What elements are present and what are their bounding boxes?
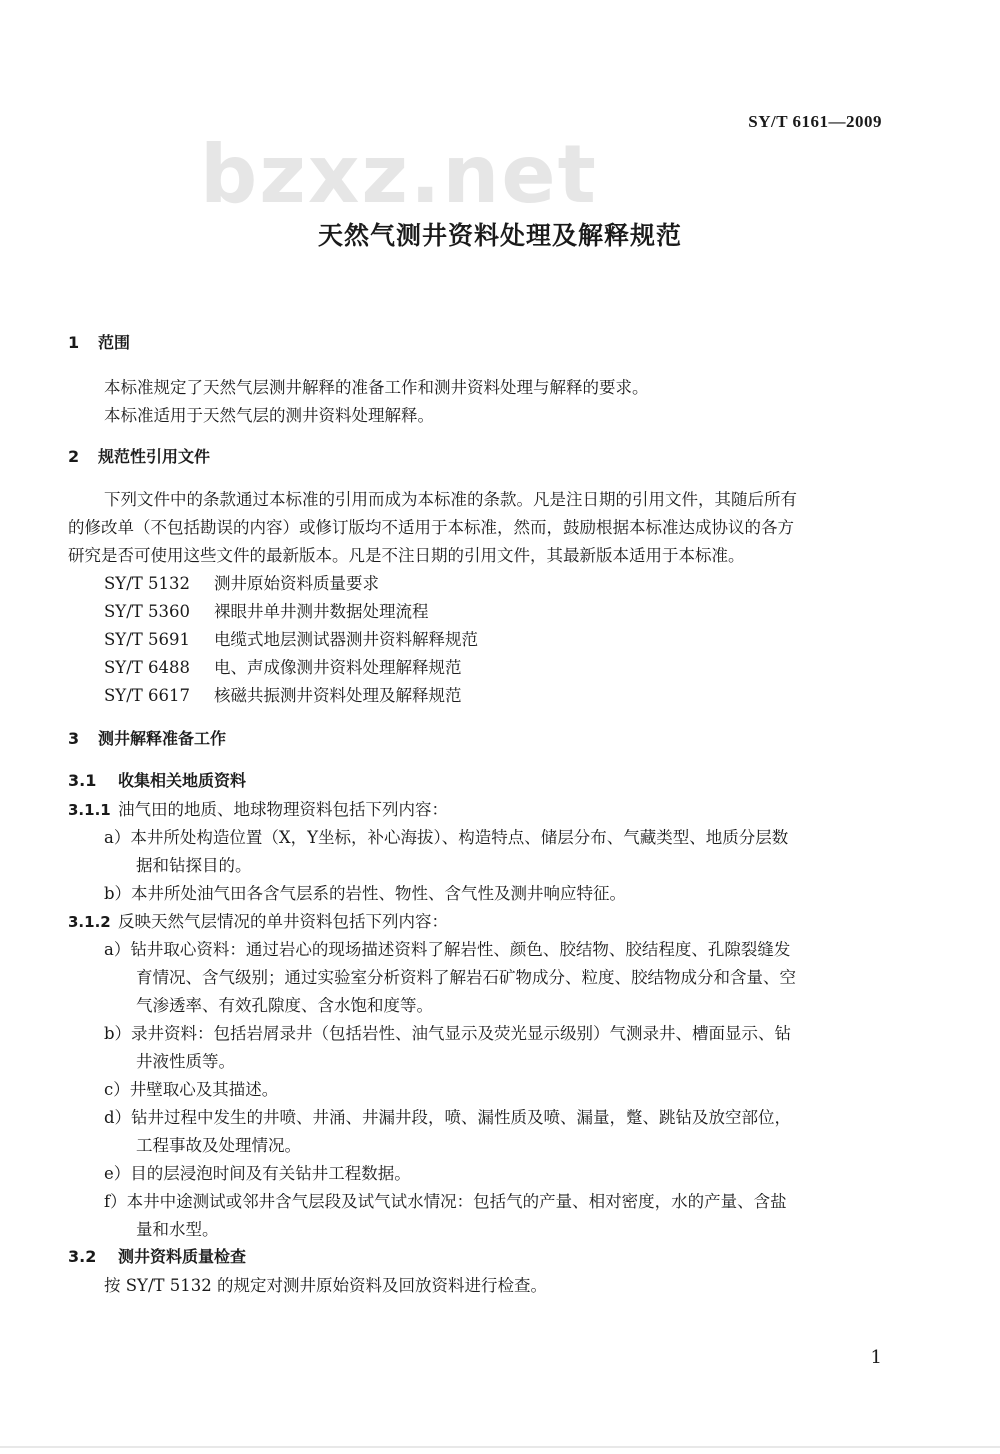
subsection-3-1-heading	[68, 768, 246, 791]
section-number: 1	[68, 333, 80, 352]
list-item-b-cont: 井液性质等。	[136, 1052, 235, 1071]
page-number: 1	[870, 1347, 882, 1368]
reference-item	[104, 682, 462, 706]
reference-item	[104, 626, 478, 650]
list-item-e: e）目的层浸泡时间及有关钻井工程数据。	[104, 1164, 411, 1183]
reference-item	[104, 570, 379, 594]
subsection-3-2-heading	[68, 1244, 246, 1267]
section-title: 范围	[98, 333, 131, 352]
section-number: 2	[68, 447, 80, 466]
clause-number: 3.1.2	[68, 913, 111, 931]
reference-name: 核磁共振测井资料处理及解释规范	[214, 686, 462, 705]
section-1-heading	[68, 330, 130, 353]
reference-item	[104, 654, 462, 678]
section-2-heading	[68, 444, 210, 467]
list-item-a-cont: 据和钻探目的。	[136, 856, 252, 875]
subsection-number: 3.2	[68, 1247, 97, 1266]
reference-code: SY/T 5132	[104, 574, 190, 593]
list-item-b: b）录井资料：包括岩屑录井（包括岩性、油气显示及荧光显示级别）气测录井、槽面显示、钻	[104, 1024, 792, 1043]
paragraph-line: 研究是否可使用这些文件的最新版本。凡是不注日期的引用文件，其最新版本适用于本标准。	[68, 546, 745, 565]
paragraph-line: 下列文件中的条款通过本标准的引用而成为本标准的条款。凡是注日期的引用文件，其随后所有	[104, 490, 797, 509]
document-title: 天然气测井资料处理及解释规范	[317, 221, 682, 250]
paragraph-line: 的修改单（不包括勘误的内容）或修订版均不适用于本标准，然而，鼓励根据本标准达成协议的各方	[68, 518, 794, 537]
reference-name: 裸眼井单井测井数据处理流程	[214, 602, 429, 621]
list-item-c: c）井壁取心及其描述。	[104, 1080, 279, 1099]
reference-code: SY/T 5360	[104, 602, 190, 621]
list-item-d: d）钻井过程中发生的井喷、井涌、井漏井段，喷、漏性质及喷、漏量，蹩、跳钻及放空部位，	[104, 1108, 792, 1127]
list-item-f-cont: 量和水型。	[136, 1220, 219, 1239]
subsection-number: 3.1	[68, 771, 97, 790]
clause-3-1-1	[68, 796, 448, 820]
paragraph: 本标准适用于天然气层的测井资料处理解释。	[104, 406, 434, 425]
section-3-heading	[68, 726, 226, 749]
subsection-title: 测井资料质量检查	[118, 1247, 247, 1266]
clause-3-1-2	[68, 908, 448, 932]
reference-name: 测井原始资料质量要求	[214, 574, 379, 593]
list-item-a-cont: 气渗透率、有效孔隙度、含水饱和度等。	[136, 996, 433, 1015]
reference-item	[104, 598, 429, 622]
list-item-a: a）钻井取心资料：通过岩心的现场描述资料了解岩性、颜色、胶结物、胶结程度、孔隙裂缝发	[104, 940, 791, 959]
clause-text: 反映天然气层情况的单井资料包括下列内容：	[118, 912, 448, 931]
paragraph: 按 SY/T 5132 的规定对测井原始资料及回放资料进行检查。	[104, 1276, 547, 1295]
clause-number: 3.1.1	[68, 801, 111, 819]
bottom-edge	[0, 1446, 1000, 1448]
section-title: 测井解释准备工作	[98, 729, 227, 748]
list-item-b: b）本井所处油气田各含气层系的岩性、物性、含气性及测井响应特征。	[104, 884, 627, 903]
standard-code: SY/T 6161—2009	[748, 112, 882, 131]
paragraph: 本标准规定了天然气层测井解释的准备工作和测井资料处理与解释的要求。	[104, 378, 649, 397]
list-item-d-cont: 工程事故及处理情况。	[136, 1136, 301, 1155]
section-title: 规范性引用文件	[98, 447, 211, 466]
list-item-a: a）本井所处构造位置（X，Y坐标，补心海拔）、构造特点、储层分布、气藏类型、地质分层数	[104, 828, 789, 847]
section-number: 3	[68, 729, 80, 748]
clause-text: 油气田的地质、地球物理资料包括下列内容：	[118, 800, 448, 819]
reference-code: SY/T 5691	[104, 630, 190, 649]
subsection-title: 收集相关地质资料	[118, 771, 247, 790]
list-item-a-cont: 育情况、含气级别；通过实验室分析资料了解岩石矿物成分、粒度、胶结物成分和含量、空	[136, 968, 796, 987]
watermark: bzxz.net	[200, 128, 598, 221]
reference-name: 电、声成像测井资料处理解释规范	[214, 658, 462, 677]
list-item-f: f）本井中途测试或邻井含气层段及试气试水情况：包括气的产量、相对密度，水的产量、含盐	[104, 1192, 787, 1211]
reference-name: 电缆式地层测试器测井资料解释规范	[214, 630, 478, 649]
reference-code: SY/T 6617	[104, 686, 190, 705]
reference-code: SY/T 6488	[104, 658, 190, 677]
